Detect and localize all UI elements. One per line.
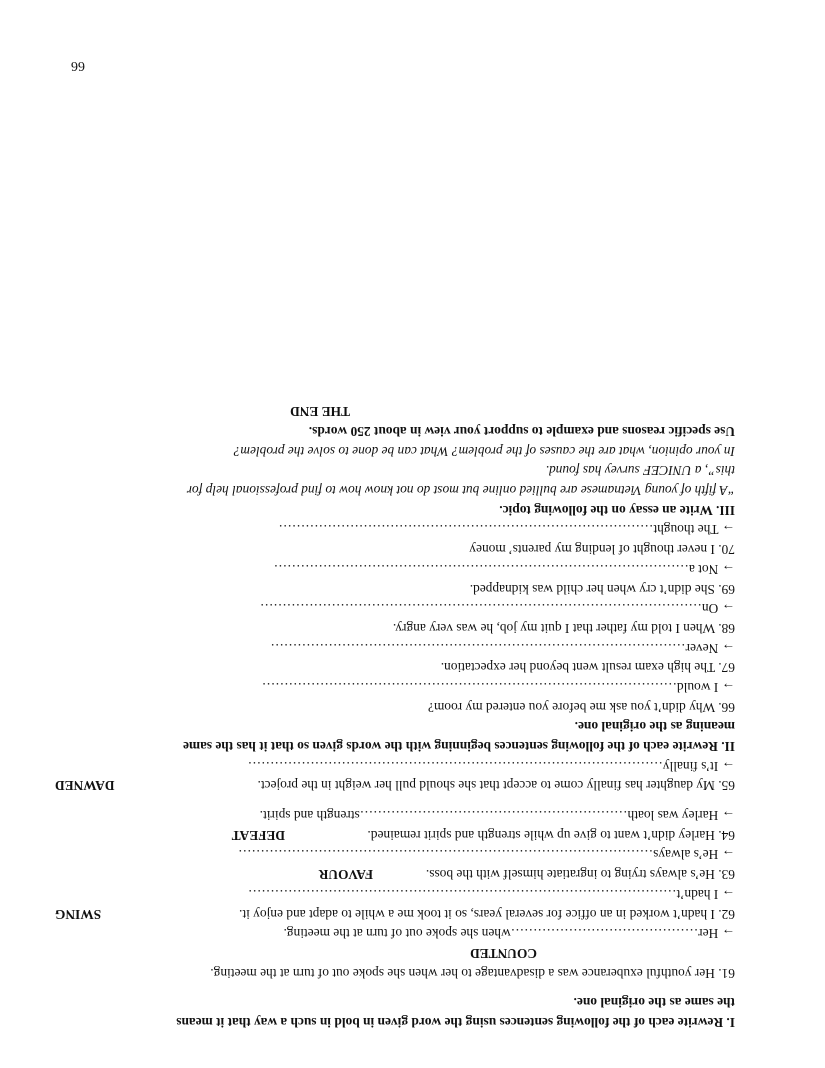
answer-67: → Never………………………………………………………………………………… [270, 640, 735, 656]
answer-63: → He’s always………………………………………………………………………………… [238, 847, 735, 863]
page-number: 66 [71, 58, 85, 73]
question-64: 64. Harley didn’t want to give up while strength and spirit remained. [367, 827, 735, 843]
essay-topic-line3: In your opinion, what are the causes of the problem? What can be done to solve the problem? [233, 443, 735, 459]
question-65: 65. My daughter has finally come to accept that she should pull her weight in the project. [257, 778, 735, 794]
question-69: 69. She didn’t cry when her child was kidnapped. [469, 581, 735, 597]
question-63: 63. He’s always trying to ingratiate himself with the boss. [425, 867, 735, 883]
answer-62: → I hadn’t…………………………………………………………………………………… [247, 886, 735, 902]
answer-61: → Her……………………………………when she spoke out of turn at the meeting. [283, 926, 735, 942]
section3-heading: III. Write an essay on the following topic. [499, 502, 735, 518]
question-62: 62. I hadn’t worked in an office for several years, so it took me a while to adapt and enjoy it. [239, 906, 735, 922]
question-68: 68. When I told my father that I quit my job, he was very angry. [392, 620, 735, 636]
keyword-61: COUNTED [470, 945, 537, 961]
answer-69: → Not a………………………………………………………………………………… [273, 561, 735, 577]
section2-heading-line1: II. Rewrite each of the following sentences beginning with the words given so that it has the same [183, 739, 735, 755]
section1-heading-line2: the same as the original one. [573, 995, 735, 1011]
keyword-65: DAWNED [55, 778, 115, 794]
answer-65: → It’s finally………………………………………………………………………………… [247, 758, 735, 774]
section1-heading-line1: I. Rewrite each of the following sentences using the word given in bold in such a way that it means [176, 1015, 735, 1030]
essay-instruction: Use specific reasons and example to support your view in about 250 words. [308, 424, 735, 440]
section2-heading-line2: meaning as the original one. [574, 719, 735, 735]
question-67: 67. The high exam result went beyond her expectation. [440, 660, 735, 676]
keyword-62: SWING [55, 906, 102, 922]
answer-64: → Harley was loath……………………………………………………strength and spirit. [259, 808, 735, 824]
answer-70: → The thought………………………………………………………………………… [278, 522, 735, 538]
keyword-63: FAVOUR [318, 867, 373, 883]
question-70: 70. I never thought of lending my parents’ money [469, 542, 735, 558]
question-66: 66. Why didn’t you ask me before you entered my room? [427, 699, 735, 715]
essay-topic-line2: this”, a UNICEF survey has found. [545, 463, 735, 479]
answer-66: → I would………………………………………………………………………………… [261, 680, 735, 695]
essay-topic-line1: “A fifth of young Vietnamese are bullied online but most do not know how to find professional help for [186, 483, 735, 499]
exam-content [55, 402, 735, 1032]
answer-68: → On……………………………………………………………………………………… [260, 601, 735, 617]
question-61: 61. Her youthful exuberance was a disadvantage to her when she spoke out of turn at the meeting. [210, 965, 735, 981]
keyword-64: DEFEAT [231, 827, 285, 843]
the-end: THE END [290, 404, 350, 420]
